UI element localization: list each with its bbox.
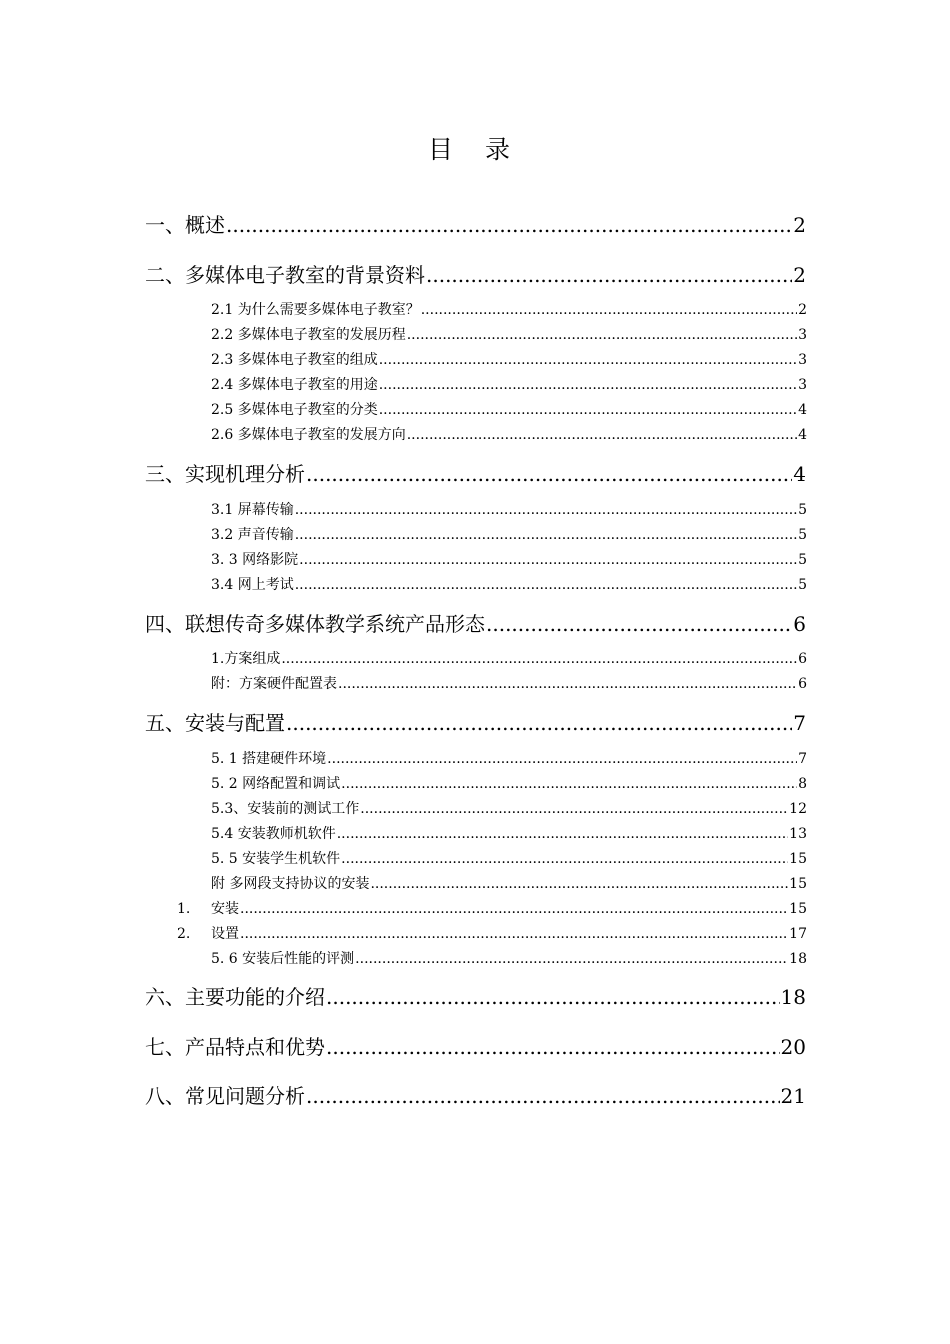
toc-entry-page: 12 (789, 801, 807, 817)
toc-entry-page: 5 (798, 502, 807, 518)
toc-entry[interactable] (145, 260, 806, 290)
toc-entry[interactable] (211, 849, 807, 869)
toc-entry-title: 2.3 多媒体电子教室的组成 (211, 352, 378, 368)
leader-dots (341, 849, 788, 869)
toc-entry[interactable] (211, 550, 807, 570)
toc-entry-title: 5. 5 安装学生机软件 (211, 851, 341, 867)
toc-entry-title: 二、多媒体电子教室的背景资料 (145, 263, 425, 287)
leader-dots (326, 982, 780, 1012)
list-number: 1. (177, 901, 191, 917)
toc-entry[interactable] (145, 459, 806, 489)
toc-entry[interactable] (145, 1032, 806, 1062)
toc-entry-page: 6 (798, 676, 807, 692)
leader-dots (299, 550, 797, 570)
toc-entry-page: 18 (789, 951, 807, 967)
toc-entry[interactable] (211, 575, 807, 595)
toc-entry[interactable] (211, 799, 807, 819)
leader-dots (295, 525, 797, 545)
toc-entry[interactable] (211, 400, 807, 420)
toc-entry[interactable] (211, 500, 807, 520)
toc-entry-title: 设置 (211, 926, 239, 942)
toc-entry[interactable] (211, 774, 807, 794)
leader-dots (295, 500, 797, 520)
toc-entry[interactable] (145, 609, 806, 639)
toc-entry-title: 3. 3 网络影院 (211, 552, 299, 568)
toc-entry-title: 5. 2 网络配置和调试 (211, 776, 341, 792)
toc-entry-title: 1.方案组成 (211, 651, 281, 667)
toc-entry-page: 5 (798, 552, 807, 568)
toc-entry-title: 附：方案硬件配置表 (211, 676, 337, 692)
toc-entry-page: 3 (798, 327, 807, 343)
toc-entry[interactable] (211, 325, 807, 345)
toc-entry-page: 2 (793, 213, 806, 237)
toc-entry-page: 15 (789, 876, 807, 892)
toc-entry-page: 17 (789, 926, 807, 942)
toc-entry-title: 安装 (211, 901, 239, 917)
toc-entry-page: 15 (789, 901, 807, 917)
toc-entry[interactable] (211, 674, 807, 694)
leader-dots (360, 799, 788, 819)
toc-entry[interactable] (211, 899, 807, 919)
toc-entry[interactable] (211, 425, 807, 445)
toc-entry-page: 7 (798, 751, 807, 767)
toc-entry[interactable] (211, 649, 807, 669)
toc-entry[interactable] (211, 375, 807, 395)
toc-entry-page: 5 (798, 527, 807, 543)
toc-entry-title: 三、实现机理分析 (145, 462, 305, 486)
leader-dots (421, 300, 797, 320)
toc-entry-page: 6 (798, 651, 807, 667)
leader-dots (341, 774, 797, 794)
leader-dots (379, 400, 797, 420)
toc-entry-page: 21 (780, 1084, 806, 1108)
toc-entry[interactable] (211, 824, 807, 844)
leader-dots (337, 824, 788, 844)
toc-entry-title: 五、安装与配置 (145, 711, 285, 735)
toc-entry-page: 13 (789, 826, 807, 842)
toc-entry-title: 5.4 安装教师机软件 (211, 826, 336, 842)
toc-entry[interactable] (211, 949, 807, 969)
leader-dots (407, 325, 797, 345)
leader-dots (240, 924, 788, 944)
leader-dots (355, 949, 788, 969)
leader-dots (379, 350, 797, 370)
toc-entry-title: 一、概述 (145, 213, 225, 237)
toc-entry-title: 3.2 声音传输 (211, 527, 294, 543)
toc-entry[interactable] (211, 924, 807, 944)
toc-entry-title: 2.4 多媒体电子教室的用途 (211, 377, 378, 393)
toc-entry[interactable] (145, 708, 806, 738)
toc-entry-page: 4 (793, 462, 806, 486)
toc-entry-page: 8 (798, 776, 807, 792)
toc-entry-page: 4 (798, 427, 807, 443)
toc-entry-page: 4 (798, 402, 807, 418)
toc-entry-title: 六、主要功能的介绍 (145, 985, 325, 1009)
toc-entry-title: 5.3、安装前的测试工作 (211, 801, 360, 817)
toc-entry[interactable] (211, 300, 807, 320)
toc-entry-page: 2 (798, 302, 807, 318)
toc-entry-page: 5 (798, 577, 807, 593)
toc-entry[interactable] (211, 525, 807, 545)
page-title: 目 录 (428, 135, 522, 164)
toc-entry-page: 3 (798, 352, 807, 368)
leader-dots (295, 575, 797, 595)
list-number: 2. (177, 926, 191, 942)
toc-entry-title: 2.2 多媒体电子教室的发展历程 (211, 327, 406, 343)
toc-entry-title: 5. 6 安装后性能的评测 (211, 951, 355, 967)
leader-dots (407, 425, 797, 445)
toc-entry[interactable] (145, 982, 806, 1012)
toc-entry[interactable] (145, 210, 806, 240)
leader-dots (326, 1032, 780, 1062)
leader-dots (426, 260, 792, 290)
toc-entry-page: 7 (793, 711, 806, 735)
toc-entry-title: 2.1 为什么需要多媒体电子教室？ (211, 302, 420, 318)
toc-entry-page: 18 (780, 985, 806, 1009)
toc-entry[interactable] (211, 874, 807, 894)
toc-entry-title: 2.5 多媒体电子教室的分类 (211, 402, 378, 418)
leader-dots (379, 375, 797, 395)
toc-entry[interactable] (145, 1081, 806, 1111)
toc-entry-page: 2 (793, 263, 806, 287)
toc-entry-page: 20 (780, 1035, 806, 1059)
toc-entry-page: 6 (793, 612, 806, 636)
leader-dots (286, 708, 792, 738)
leader-dots (370, 874, 788, 894)
leader-dots (486, 609, 792, 639)
toc-entry-title: 八、常见问题分析 (145, 1084, 305, 1108)
leader-dots (338, 674, 797, 694)
toc-entry-title: 3.1 屏幕传输 (211, 502, 294, 518)
toc-entry[interactable] (211, 350, 807, 370)
toc-entry-title: 3.4 网上考试 (211, 577, 294, 593)
toc-entry-title: 七、产品特点和优势 (145, 1035, 325, 1059)
toc-entry-page: 15 (789, 851, 807, 867)
leader-dots (306, 1081, 780, 1111)
leader-dots (306, 459, 792, 489)
toc-entry-title: 2.6 多媒体电子教室的发展方向 (211, 427, 406, 443)
toc-entry-title: 附 多网段支持协议的安装 (211, 876, 370, 892)
leader-dots (281, 649, 797, 669)
leader-dots (240, 899, 788, 919)
toc-entry[interactable] (211, 749, 807, 769)
leader-dots (327, 749, 797, 769)
toc-entry-page: 3 (798, 377, 807, 393)
leader-dots (226, 210, 792, 240)
toc-entry-title: 四、联想传奇多媒体教学系统产品形态 (145, 612, 485, 636)
toc-entry-title: 5. 1 搭建硬件环境 (211, 751, 327, 767)
